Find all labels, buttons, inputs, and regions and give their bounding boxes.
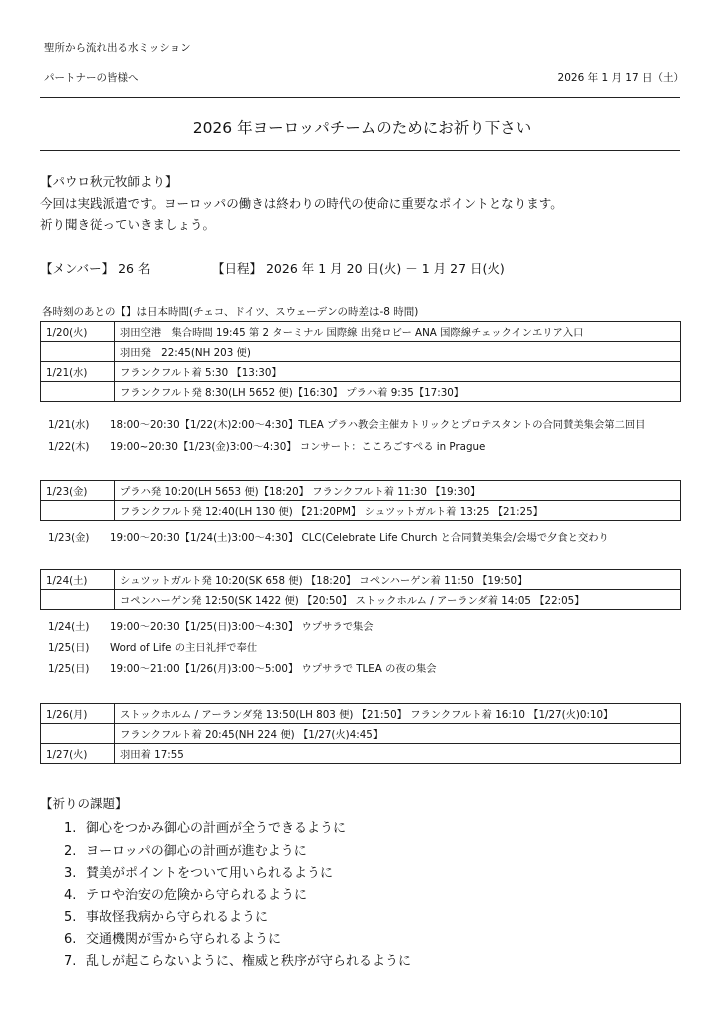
members-count: 【メンバー】 26 名 [40, 261, 151, 276]
prayer-number: 4. [64, 888, 77, 903]
event-line [48, 660, 437, 675]
prayer-text: 事故怪我病から守られるように [86, 910, 269, 925]
detail-cell: 羽田着 17:55 [115, 744, 681, 764]
prayer-text: 乱しが起こらないように、権威と秩序が守られるように [86, 954, 412, 969]
prayer-item [64, 840, 307, 859]
detail-cell: 羽田空港 集合時間 19:45 第 2 ターミナル 国際線 出発ロビー ANA 国際線チェックインエリア入口 [115, 322, 681, 342]
detail-cell: フランクフルト発 12:40(LH 130 便) 【21:20PM】 シュツットガルト着 13:25 【21:25】 [115, 501, 681, 521]
detail-cell: コペンハーゲン発 12:50(SK 1422 便) 【20:50】 ストックホルム / アーランダ着 14:05 【22:05】 [115, 590, 681, 610]
message-heading: 【パウロ秋元牧師より】 [40, 174, 178, 189]
schedule-table [40, 321, 681, 402]
prayer-item [64, 906, 268, 925]
prayer-number: 7. [64, 954, 77, 969]
detail-cell: フランクフルト着 20:45(NH 224 便) 【1/27(火)4:45】 [115, 724, 681, 744]
event-text: 19:00～20:30【1/25(日)3:00～4:30】 ウプサラで集会 [110, 621, 374, 633]
prayer-text: 御心をつかみ御心の計画が全うできるように [86, 821, 347, 836]
schedule-range: 【日程】 2026 年 1 月 20 日(火) － 1 月 27 日(火) [212, 261, 505, 276]
event-date: 1/25(日) [48, 663, 90, 675]
prayer-item [64, 862, 333, 881]
event-line [48, 618, 374, 633]
prayer-text: ヨーロッパの御心の計画が進むように [86, 844, 307, 859]
table-row [41, 744, 681, 764]
divider [40, 150, 680, 151]
detail-cell: ストックホルム / アーランダ発 13:50(LH 803 便) 【21:50】 フランクフルト着 16:10 【1/27(火)0:10】 [115, 704, 681, 724]
event-text: 19:00～21:00【1/26(月)3:00～5:00】 ウプサラで TLEA の夜の集会 [110, 663, 437, 675]
prayer-item [64, 817, 346, 836]
table-row [41, 570, 681, 590]
detail-cell: プラハ発 10:20(LH 5653 便)【18:20】 フランクフルト着 11:30 【19:30】 [115, 481, 681, 501]
table-row [41, 362, 681, 382]
event-text: Word of Life の主日礼拝で奉仕 [110, 642, 258, 654]
event-date: 1/24(土) [48, 621, 90, 633]
message-line: 今回は実践派遣です。ヨーロッパの働きは終わりの時代の使命に重要なポイントとなります。 [40, 196, 563, 211]
table-row [41, 590, 681, 610]
event-line [48, 416, 645, 431]
date-cell: 1/26(月) [41, 704, 115, 724]
prayer-item [64, 950, 411, 969]
prayer-number: 3. [64, 866, 77, 881]
table-row [41, 342, 681, 362]
message-line: 祈り聞き従っていきましょう。 [40, 217, 216, 232]
table-row [41, 382, 681, 402]
date-cell [41, 382, 115, 402]
page-title: 2026 年ヨーロッパチームのためにお祈り下さい [192, 119, 532, 137]
prayer-item [64, 884, 307, 903]
schedule-table [40, 480, 681, 521]
detail-cell: フランクフルト発 8:30(LH 5652 便)【16:30】 プラハ着 9:35【17:30】 [115, 382, 681, 402]
event-date: 1/21(水) [48, 419, 90, 431]
date-cell [41, 590, 115, 610]
date-cell: 1/24(土) [41, 570, 115, 590]
date-cell [41, 724, 115, 744]
event-date: 1/22(木) [48, 441, 90, 453]
date-cell: 1/23(金) [41, 481, 115, 501]
table-row [41, 481, 681, 501]
event-line [48, 438, 485, 453]
prayer-number: 5. [64, 910, 77, 925]
schedule-table [40, 569, 681, 610]
prayer-number: 6. [64, 932, 77, 947]
timezone-note: 各時刻のあとの【】は日本時間(チェコ、ドイツ、スウェーデンの時差は-8 時間) [42, 306, 419, 318]
prayer-item [64, 928, 281, 947]
event-date: 1/25(日) [48, 642, 90, 654]
detail-cell: 羽田発 22:45(NH 203 便) [115, 342, 681, 362]
addressee: パートナーの皆様へ [44, 72, 139, 84]
prayer-text: テロや治安の危険から守られるように [86, 888, 308, 903]
prayer-text: 交通機関が雪から守られるように [86, 932, 282, 947]
table-row [41, 724, 681, 744]
event-line [48, 639, 257, 654]
prayer-text: 賛美がポイントをついて用いられるように [86, 866, 334, 881]
organization-name: 聖所から流れ出る水ミッション [44, 42, 191, 54]
event-text: 18:00～20:30【1/22(木)2:00～4:30】TLEA プラハ教会主催カトリックとプロテスタントの合同賛美集会第二回目 [110, 419, 646, 431]
detail-cell: シュツットガルト発 10:20(SK 658 便) 【18:20】 コペンハーゲン着 11:50 【19:50】 [115, 570, 681, 590]
divider [40, 97, 680, 98]
date-cell: 1/20(火) [41, 322, 115, 342]
date-cell [41, 501, 115, 521]
table-row [41, 501, 681, 521]
date-cell: 1/21(水) [41, 362, 115, 382]
schedule-table [40, 703, 681, 764]
detail-cell: フランクフルト着 5:30 【13:30】 [115, 362, 681, 382]
prayer-number: 1. [64, 821, 77, 836]
date-cell [41, 342, 115, 362]
table-row [41, 322, 681, 342]
event-text: 19:00~20:30【1/23(金)3:00～4:30】 コンサート：こころごすぺる in Prague [110, 441, 486, 453]
date-cell: 1/27(火) [41, 744, 115, 764]
event-date: 1/23(金) [48, 532, 90, 544]
event-line [48, 529, 609, 544]
prayer-number: 2. [64, 844, 77, 859]
event-text: 19:00～20:30【1/24(土)3:00～4:30】 CLC(Celebrate Life Church と合同賛美集会/会場で夕食と交わり [110, 532, 609, 544]
document-date: 2026 年 1 月 17 日（土） [557, 72, 684, 84]
prayer-heading: 【祈りの課題】 [40, 796, 128, 811]
table-row [41, 704, 681, 724]
